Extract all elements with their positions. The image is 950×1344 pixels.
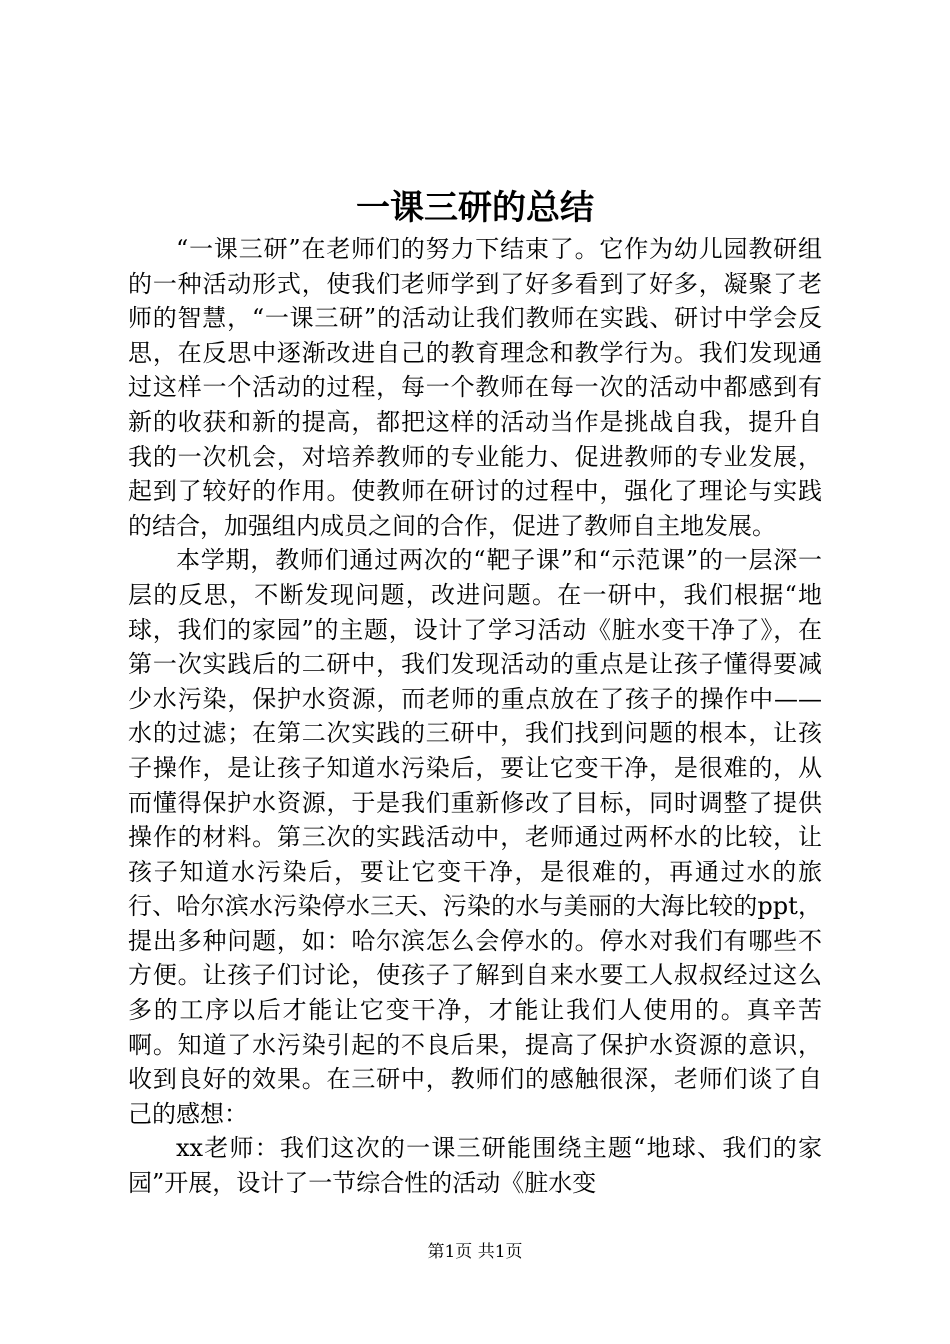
page-number-footer: 第1页 共1页	[427, 1242, 523, 1262]
paragraph-intro: “一课三研”在老师们的努力下结束了。它作为幼儿园教研组的一种活动形式，使我们老师学到了好多看到了好多，凝聚了老师的智慧，“一课三研”的活动让我们教师在实践、研讨中学会反思，在反思中逐渐改进自己的教育理念和教学行为。我们发现通过这样一个活动的过程，每一个教师在每一次的活动中都感到有新的收获和新的提高，都把这样的活动当作是挑战自我，提升自我的一次机会，对培养教师的专业能力、促进教师的专业发展，起到了较好的作用。使教师在研讨的过程中，强化了理论与实践的结合，加强组内成员之间的合作，促进了教师自主地发展。	[128, 235, 822, 540]
document-body	[128, 232, 822, 1201]
paragraph-teacher-remarks: xx老师：我们这次的一课三研能围绕主题“地球、我们的家园”开展，设计了一节综合性的活动《脏水变	[128, 1134, 822, 1198]
paragraph-semester: 本学期，教师们通过两次的“靶子课”和“示范课”的一层深一层的反思，不断发现问题，改进问题。在一研中，我们根据“地球，我们的家园”的主题，设计了学习活动《脏水变干净了》，在第一次实践后的二研中，我们发现活动的重点是让孩子懂得要减少水污染，保护水资源，而老师的重点放在了孩子的操作中——水的过滤；在第二次实践的三研中，我们找到问题的根本，让孩子操作，是让孩子知道水污染后，要让它变干净，是很难的，从而懂得保护水资源，于是我们重新修改了目标，同时调整了提供操作的材料。第三次的实践活动中，老师通过两杯水的比较，让孩子知道水污染后，要让它变干净，是很难的，再通过水的旅行、哈尔滨水污染停水三天、污染的水与美丽的大海比较的ppt，提出多种问题，如：哈尔滨怎么会停水的。停水对我们有哪些不方便。让孩子们讨论，使孩子了解到自来水要工人叔叔经过这么多的工序以后才能让它变干净，才能让我们人使用的。真辛苦啊。知道了水污染引起的不良后果，提高了保护水资源的意识，收到良好的效果。在三研中，教师们的感触很深，老师们谈了自己的感想：	[128, 546, 822, 1128]
page-title: 一课三研的总结	[356, 188, 594, 228]
